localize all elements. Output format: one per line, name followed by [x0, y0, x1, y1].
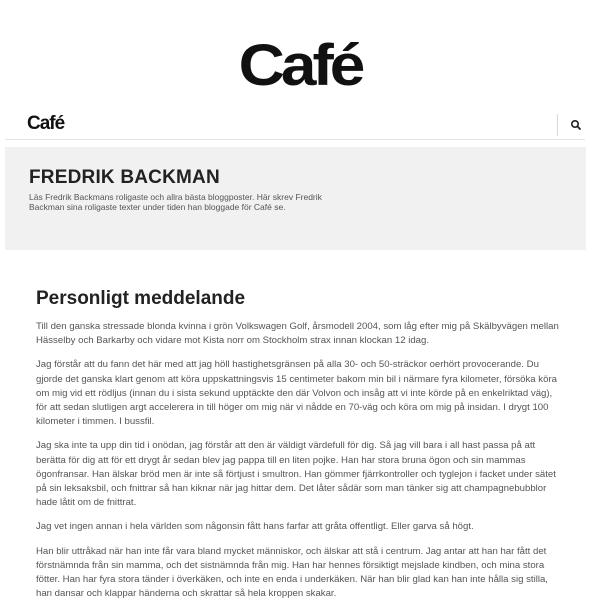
article-paragraph: Jag ska inte ta upp din tid i onödan, jag förstår att den är väldigt värdefull för dig. Så jag vill bara i all hast passa på att berätta för dig att för ett drygt år sedan blev jag pappa till en liten pojke. Han har stora bruna ögon och sin mammas ögonfransar. Han älskar bröd men är inte så förtjust i smultron. Han gömmer fjärrkontroller och tyglejon i facket under sätet på sin leksaksbil, och fnittrar så han kiknar när jag hittar dem. Det låter sådär som man tänker sig att champagnebubblor hade låtit om de fnittrat. — [36, 440, 556, 509]
article-paragraph: Jag vet ingen annan i hela världen som någonsin fått hans farfar att gråta offentligt. Eller garva så högt. — [36, 521, 474, 533]
cafe-logo[interactable]: Café — [238, 31, 362, 99]
top-navigation-bar — [5, 112, 585, 140]
search-button[interactable] — [567, 116, 585, 134]
author-header — [5, 147, 586, 250]
search-icon — [567, 116, 585, 134]
article-paragraph: Han blir uttråkad när han inte får vara bland mycket människor, och älskar att stå i centrum. Jag antar att han har fått det förstnämnda från sin mamma, och det sistnämnda från mig. Han har hennes försiktigt mejslade kindben, och mina stora fötter. Han har fyra stora tänder i överkäken, och inte en enda i underkäken. När han blir glad kan han inte hålla sig stilla, han dansar och klappar händerna och skrattar så hela kroppen skakar. — [36, 545, 548, 600]
author-description: Läs Fredrik Backmans roligaste och allra bästa bloggposter. Här skrev Fredrik Backman sina roligaste texter under tiden han bloggade för Café se. — [29, 192, 322, 212]
article — [36, 288, 562, 611]
cafe-small-logo[interactable]: Café — [27, 113, 65, 134]
article-title: Personligt meddelande — [36, 288, 246, 309]
author-name: FREDRIK BACKMAN — [29, 167, 220, 188]
article-paragraph: Jag förstår att du fann det här med att jag höll hastighetsgränsen på alla 30- och 50-sträckor oerhört provocerande. Du gjorde det ganska klart genom att köra uppskattningsvis 15 centimeter bakom min bil i närmare fyra kilometer, försöka köra om mig vid ett rödljus (innan du i sista sekund upptäckte den där Volvon och insåg att vi inte körde på en enkelriktad väg), för att sedan slutligen argt accelerera in till höger om mig när vi nådde en 70-väg och köra om mig på insidan. I drygt 100 kilometer i timmen. I bussfil. — [36, 359, 557, 428]
article-paragraph: Till den ganska stressade blonda kvinna i grön Volkswagen Golf, årsmodell 2004, som låg efter mig på Skälbyvägen mellan Hässelby och Barkarby och vidare mot Kista norr om Stockholm strax innan klockan 12 idag. — [36, 321, 559, 347]
nav-divider — [557, 114, 558, 136]
